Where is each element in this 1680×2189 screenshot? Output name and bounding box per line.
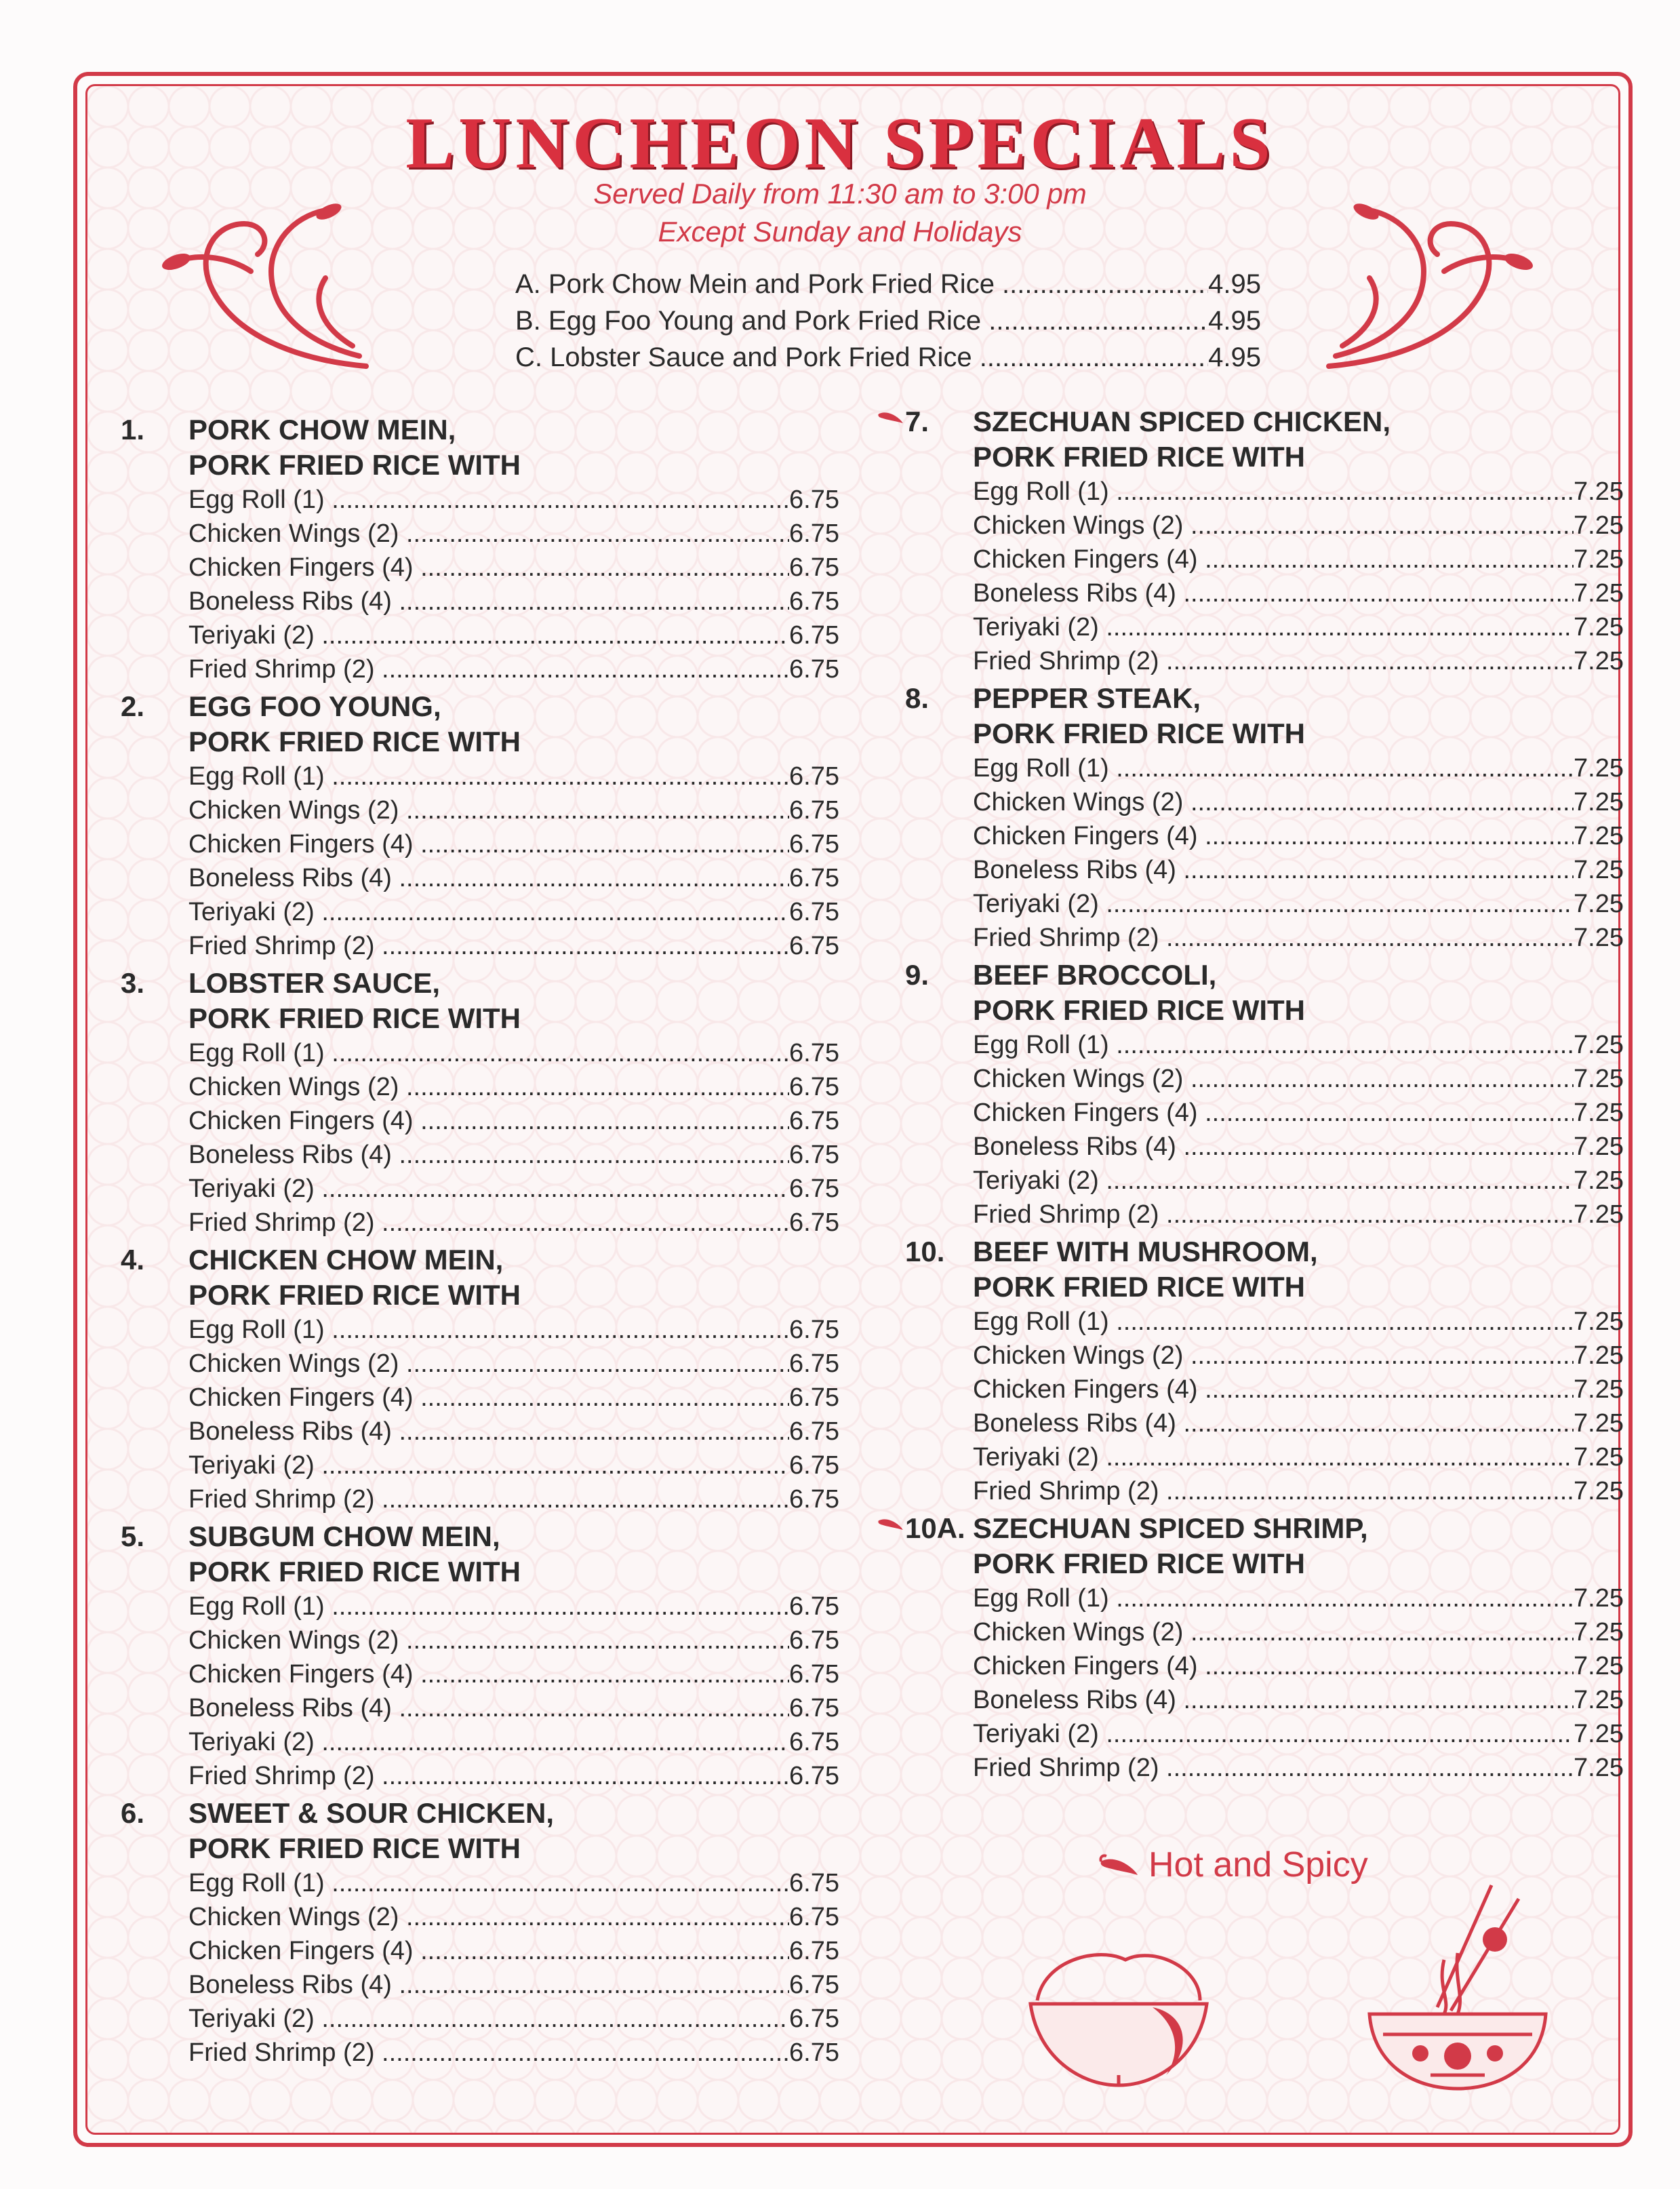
- menu-item: [188, 793, 839, 827]
- item-price: 7.25: [1574, 1584, 1624, 1613]
- item-price: 6.75: [789, 1208, 839, 1237]
- section-subheading: [121, 448, 839, 483]
- item-name: Boneless Ribs (4) .....: [188, 1968, 789, 2002]
- combo-price: 4.95: [1208, 306, 1261, 336]
- item-name: Egg Roll (1) .....: [973, 475, 1574, 509]
- item-price: 6.75: [789, 621, 839, 650]
- item-name: Teriyaki (2) .....: [973, 1717, 1574, 1751]
- item-price: 6.75: [789, 553, 839, 582]
- menu-item: [188, 1691, 839, 1725]
- menu-item: [973, 1028, 1624, 1062]
- item-price: 6.75: [789, 1485, 839, 1514]
- menu-item: [973, 1440, 1624, 1474]
- item-price: 7.25: [1574, 1686, 1624, 1714]
- menu-item: [188, 1657, 839, 1691]
- menu-item: [973, 1581, 1624, 1615]
- item-name: Chicken Fingers (4) .....: [188, 827, 789, 861]
- item-price: 7.25: [1574, 1307, 1624, 1336]
- section-title: CHICKEN CHOW MEIN,: [188, 1244, 504, 1276]
- item-list: [973, 1581, 1624, 1785]
- menu-item: [973, 819, 1624, 853]
- item-price: 6.75: [789, 1383, 839, 1412]
- item-name: Egg Roll (1) .....: [188, 1036, 789, 1070]
- item-name: Egg Roll (1) .....: [973, 1028, 1574, 1062]
- item-name: Teriyaki (2) .....: [188, 1448, 789, 1482]
- item-price: 6.75: [789, 796, 839, 825]
- item-list: [188, 483, 839, 686]
- section-subtitle: PORK FRIED RICE WITH: [188, 1832, 521, 1864]
- item-name: Chicken Wings (2) .....: [188, 1347, 789, 1381]
- item-price: 6.75: [789, 932, 839, 960]
- item-price: 7.25: [1574, 754, 1624, 783]
- item-list: [188, 1036, 839, 1240]
- menu-section: [905, 681, 1624, 955]
- menu-item: [188, 1172, 839, 1206]
- item-name: Chicken Fingers (4) .....: [973, 543, 1574, 576]
- section-subheading: [905, 993, 1624, 1028]
- menu-item: [973, 921, 1624, 955]
- menu-item: [188, 1381, 839, 1415]
- item-name: Teriyaki (2) .....: [188, 618, 789, 652]
- item-name: Teriyaki (2) .....: [973, 887, 1574, 921]
- section-subtitle: PORK FRIED RICE WITH: [973, 441, 1305, 473]
- item-name: Chicken Wings (2) .....: [188, 517, 789, 551]
- chili-pepper-icon: [1098, 1853, 1139, 1876]
- item-price: 7.25: [1574, 890, 1624, 918]
- section-subheading: [905, 439, 1624, 475]
- item-name: Teriyaki (2) .....: [188, 2002, 789, 2036]
- item-name: Egg Roll (1) .....: [188, 1313, 789, 1347]
- item-price: 6.75: [789, 1694, 839, 1722]
- menu-item: [973, 1339, 1624, 1373]
- item-price: 7.25: [1574, 1375, 1624, 1404]
- item-name: Boneless Ribs (4) .....: [188, 861, 789, 895]
- menu-item: [973, 610, 1624, 644]
- section-number: 5.: [121, 1520, 145, 1552]
- section-title: PEPPER STEAK,: [973, 682, 1201, 714]
- section-number: 10A.: [905, 1511, 973, 1546]
- noodle-bowl-icon: [1356, 1878, 1559, 2095]
- section-heading: [121, 1519, 839, 1554]
- item-price: 6.75: [789, 1903, 839, 1931]
- item-name: Boneless Ribs (4) .....: [973, 853, 1574, 887]
- item-price: 7.25: [1574, 647, 1624, 675]
- menu-item: [188, 929, 839, 963]
- item-name: Chicken Fingers (4) .....: [188, 551, 789, 585]
- item-name: Egg Roll (1) .....: [188, 760, 789, 793]
- combo-label: B. Egg Foo Young and Pork Fried Rice .....: [515, 302, 1208, 339]
- item-name: Fried Shrimp (2) .....: [188, 1482, 789, 1516]
- item-name: Chicken Wings (2) .....: [973, 1062, 1574, 1096]
- item-price: 7.25: [1574, 1166, 1624, 1195]
- section-heading: [905, 404, 1624, 439]
- item-price: 7.25: [1574, 1720, 1624, 1748]
- section-title: EGG FOO YOUNG,: [188, 690, 441, 722]
- menu-item: [973, 1751, 1624, 1785]
- item-name: Fried Shrimp (2) .....: [188, 929, 789, 963]
- menu-item: [188, 1104, 839, 1138]
- item-name: Egg Roll (1) .....: [188, 1866, 789, 1900]
- menu-item: [188, 1590, 839, 1623]
- menu-item: [973, 1683, 1624, 1717]
- menu-item: [188, 1138, 839, 1172]
- menu-item: [973, 1305, 1624, 1339]
- page-title: LUNCHEON SPECIALS: [405, 103, 1275, 184]
- section-subheading: [121, 1831, 839, 1866]
- section-subheading: [905, 1269, 1624, 1305]
- item-name: Boneless Ribs (4) .....: [188, 585, 789, 618]
- item-name: Boneless Ribs (4) .....: [973, 1406, 1574, 1440]
- item-price: 7.25: [1574, 1409, 1624, 1438]
- chili-pepper-icon: [877, 408, 904, 425]
- item-name: Fried Shrimp (2) .....: [188, 1206, 789, 1240]
- item-name: Chicken Wings (2) .....: [188, 793, 789, 827]
- section-heading: [121, 412, 839, 448]
- item-name: Teriyaki (2) .....: [973, 1440, 1574, 1474]
- menu-item: [188, 1036, 839, 1070]
- menu-item: [973, 1649, 1624, 1683]
- menu-section: [905, 1234, 1624, 1508]
- spicy-legend: [1098, 1845, 1368, 1885]
- section-number: 8.: [905, 682, 929, 714]
- section-subtitle: PORK FRIED RICE WITH: [188, 1556, 521, 1587]
- menu-section: [121, 412, 839, 686]
- item-price: 6.75: [789, 762, 839, 791]
- item-name: Egg Roll (1) .....: [188, 483, 789, 517]
- combo-row: [515, 339, 1261, 376]
- item-name: Chicken Wings (2) .....: [188, 1623, 789, 1657]
- item-price: 7.25: [1574, 613, 1624, 642]
- item-name: Teriyaki (2) .....: [973, 1164, 1574, 1198]
- item-price: 6.75: [789, 1660, 839, 1689]
- combo-price: 4.95: [1208, 342, 1261, 372]
- item-name: Chicken Fingers (4) .....: [973, 819, 1574, 853]
- menu-item: [188, 1759, 839, 1793]
- section-subtitle: PORK FRIED RICE WITH: [973, 1271, 1305, 1303]
- menu-item: [973, 1406, 1624, 1440]
- item-price: 6.75: [789, 655, 839, 684]
- right-flourish-icon: [1322, 197, 1539, 373]
- menu-item: [973, 1096, 1624, 1130]
- item-price: 7.25: [1574, 1200, 1624, 1229]
- item-price: 6.75: [789, 1971, 839, 1999]
- item-price: 6.75: [789, 830, 839, 859]
- section-number: 1.: [121, 414, 145, 446]
- section-subtitle: PORK FRIED RICE WITH: [188, 449, 521, 481]
- menu-item: [188, 1313, 839, 1347]
- item-price: 7.25: [1574, 545, 1624, 574]
- item-price: 6.75: [789, 1417, 839, 1446]
- section-heading: [905, 958, 1624, 993]
- menu-section: [905, 1511, 1624, 1785]
- combo-specials-list: [515, 266, 1261, 376]
- item-name: Chicken Fingers (4) .....: [188, 1381, 789, 1415]
- item-name: Chicken Fingers (4) .....: [188, 1934, 789, 1968]
- menu-item: [973, 543, 1624, 576]
- item-price: 7.25: [1574, 579, 1624, 608]
- item-price: 6.75: [789, 1762, 839, 1790]
- menu-column-right: [905, 404, 1624, 1788]
- item-price: 7.25: [1574, 477, 1624, 506]
- item-price: 6.75: [789, 1141, 839, 1169]
- item-list: [188, 1313, 839, 1516]
- menu-item: [188, 585, 839, 618]
- menu-item: [973, 785, 1624, 819]
- item-price: 6.75: [789, 519, 839, 548]
- item-price: 7.25: [1574, 1099, 1624, 1127]
- hours-line: Served Daily from 11:30 am to 3:00 pm: [593, 178, 1087, 210]
- section-number: 6.: [121, 1797, 145, 1829]
- menu-section: [121, 1242, 839, 1516]
- menu-section: [121, 1519, 839, 1793]
- section-title: SWEET & SOUR CHICKEN,: [188, 1797, 555, 1829]
- item-list: [973, 751, 1624, 955]
- item-list: [188, 1866, 839, 2070]
- section-number: 7.: [905, 404, 973, 439]
- menu-item: [188, 827, 839, 861]
- item-name: Fried Shrimp (2) .....: [973, 644, 1574, 678]
- menu-item: [973, 1474, 1624, 1508]
- item-name: Chicken Wings (2) .....: [973, 785, 1574, 819]
- menu-item: [188, 483, 839, 517]
- menu-section: [905, 958, 1624, 1231]
- section-title: SZECHUAN SPICED SHRIMP,: [973, 1512, 1368, 1544]
- item-price: 7.25: [1574, 788, 1624, 816]
- item-price: 7.25: [1574, 1132, 1624, 1161]
- item-price: 6.75: [789, 1175, 839, 1203]
- legend-label: Hot and Spicy: [1148, 1845, 1368, 1885]
- menu-item: [188, 1623, 839, 1657]
- item-name: Fried Shrimp (2) .....: [973, 1198, 1574, 1231]
- menu-item: [188, 517, 839, 551]
- item-price: 7.25: [1574, 1341, 1624, 1370]
- item-list: [188, 1590, 839, 1793]
- item-name: Fried Shrimp (2) .....: [188, 652, 789, 686]
- section-heading: [905, 1234, 1624, 1269]
- item-name: Chicken Wings (2) .....: [188, 1070, 789, 1104]
- item-name: Boneless Ribs (4) .....: [973, 576, 1574, 610]
- menu-item: [973, 751, 1624, 785]
- menu-item: [973, 1373, 1624, 1406]
- menu-item: [188, 1415, 839, 1448]
- menu-item: [973, 1062, 1624, 1096]
- section-number: 9.: [905, 959, 929, 991]
- item-name: Teriyaki (2) .....: [973, 610, 1574, 644]
- menu-item: [188, 652, 839, 686]
- menu-item: [973, 1164, 1624, 1198]
- menu-section: [121, 966, 839, 1240]
- menu-item: [188, 2002, 839, 2036]
- menu-item: [973, 1717, 1624, 1751]
- menu-column-left: [121, 412, 839, 2072]
- menu-section: [905, 404, 1624, 678]
- days-line: Except Sunday and Holidays: [658, 216, 1022, 248]
- item-name: Fried Shrimp (2) .....: [188, 1759, 789, 1793]
- item-list: [188, 760, 839, 963]
- menu-item: [188, 1934, 839, 1968]
- section-heading: [121, 689, 839, 724]
- item-price: 6.75: [789, 864, 839, 892]
- section-subtitle: PORK FRIED RICE WITH: [973, 994, 1305, 1026]
- item-price: 7.25: [1574, 1754, 1624, 1782]
- menu-item: [188, 1968, 839, 2002]
- item-name: Chicken Wings (2) .....: [188, 1900, 789, 1934]
- item-price: 7.25: [1574, 822, 1624, 850]
- menu-item: [188, 1347, 839, 1381]
- item-name: Fried Shrimp (2) .....: [973, 921, 1574, 955]
- section-heading: [905, 1511, 1624, 1546]
- menu-item: [973, 853, 1624, 887]
- combo-row: [515, 266, 1261, 302]
- item-price: 6.75: [789, 486, 839, 514]
- section-subheading: [121, 1001, 839, 1036]
- section-title: BEEF BROCCOLI,: [973, 959, 1217, 991]
- item-name: Teriyaki (2) .....: [188, 1725, 789, 1759]
- item-name: Fried Shrimp (2) .....: [973, 1751, 1574, 1785]
- section-heading: [121, 966, 839, 1001]
- item-name: Chicken Fingers (4) .....: [188, 1104, 789, 1138]
- item-price: 6.75: [789, 1728, 839, 1756]
- item-name: Boneless Ribs (4) .....: [973, 1683, 1574, 1717]
- item-name: Teriyaki (2) .....: [188, 1172, 789, 1206]
- item-name: Boneless Ribs (4) .....: [188, 1415, 789, 1448]
- menu-item: [188, 1206, 839, 1240]
- item-name: Teriyaki (2) .....: [188, 895, 789, 929]
- item-price: 7.25: [1574, 511, 1624, 540]
- item-list: [973, 1305, 1624, 1508]
- section-heading: [121, 1796, 839, 1831]
- section-heading: [121, 1242, 839, 1278]
- menu-item: [973, 475, 1624, 509]
- item-price: 6.75: [789, 1073, 839, 1101]
- item-name: Boneless Ribs (4) .....: [188, 1691, 789, 1725]
- section-title: SUBGUM CHOW MEIN,: [188, 1520, 500, 1552]
- menu-item: [188, 1866, 839, 1900]
- menu-item: [188, 618, 839, 652]
- section-subheading: [905, 1546, 1624, 1581]
- menu-item: [973, 887, 1624, 921]
- item-name: Chicken Fingers (4) .....: [973, 1373, 1574, 1406]
- chili-pepper-icon: [877, 1515, 904, 1531]
- section-subtitle: PORK FRIED RICE WITH: [973, 1547, 1305, 1579]
- menu-item: [188, 1482, 839, 1516]
- item-price: 6.75: [789, 1039, 839, 1067]
- item-price: 6.75: [789, 1937, 839, 1965]
- menu-item: [188, 760, 839, 793]
- item-name: Egg Roll (1) .....: [973, 1581, 1574, 1615]
- menu-item: [188, 551, 839, 585]
- menu-item: [973, 509, 1624, 543]
- menu-item: [973, 1615, 1624, 1649]
- section-subtitle: PORK FRIED RICE WITH: [188, 726, 521, 757]
- item-price: 6.75: [789, 2038, 839, 2067]
- item-price: 6.75: [789, 1451, 839, 1480]
- item-price: 6.75: [789, 587, 839, 616]
- item-price: 7.25: [1574, 1618, 1624, 1646]
- section-subheading: [121, 1554, 839, 1590]
- item-price: 6.75: [789, 2005, 839, 2033]
- item-price: 7.25: [1574, 924, 1624, 952]
- item-price: 6.75: [789, 1592, 839, 1621]
- item-price: 7.25: [1574, 1477, 1624, 1505]
- left-flourish-icon: [156, 197, 373, 373]
- menu-section: [121, 689, 839, 963]
- section-subheading: [905, 716, 1624, 751]
- menu-item: [188, 1070, 839, 1104]
- section-subtitle: PORK FRIED RICE WITH: [973, 717, 1305, 749]
- item-name: Chicken Wings (2) .....: [973, 509, 1574, 543]
- menu-item: [188, 895, 839, 929]
- item-name: Chicken Fingers (4) .....: [973, 1096, 1574, 1130]
- menu-item: [973, 644, 1624, 678]
- item-price: 6.75: [789, 1316, 839, 1344]
- menu-item: [188, 1725, 839, 1759]
- item-name: Chicken Fingers (4) .....: [188, 1657, 789, 1691]
- section-number: 4.: [121, 1244, 145, 1276]
- menu-item: [188, 861, 839, 895]
- item-price: 7.25: [1574, 856, 1624, 884]
- section-subtitle: PORK FRIED RICE WITH: [188, 1002, 521, 1034]
- item-price: 6.75: [789, 1107, 839, 1135]
- section-number: 2.: [121, 690, 145, 722]
- item-price: 6.75: [789, 898, 839, 926]
- item-name: Egg Roll (1) .....: [973, 1305, 1574, 1339]
- item-name: Egg Roll (1) .....: [188, 1590, 789, 1623]
- item-name: Fried Shrimp (2) .....: [973, 1474, 1574, 1508]
- combo-label: A. Pork Chow Mein and Pork Fried Rice .....: [515, 266, 1208, 302]
- menu-item: [973, 576, 1624, 610]
- menu-item: [973, 1198, 1624, 1231]
- menu-item: [973, 1130, 1624, 1164]
- item-name: Boneless Ribs (4) .....: [188, 1138, 789, 1172]
- combo-price: 4.95: [1208, 269, 1261, 299]
- combo-row: [515, 302, 1261, 339]
- item-price: 7.25: [1574, 1065, 1624, 1093]
- section-title: SZECHUAN SPICED CHICKEN,: [973, 406, 1391, 437]
- item-price: 7.25: [1574, 1031, 1624, 1059]
- section-number: 3.: [121, 967, 145, 999]
- section-heading: [905, 681, 1624, 716]
- item-name: Chicken Wings (2) .....: [973, 1615, 1574, 1649]
- item-list: [973, 475, 1624, 678]
- item-list: [973, 1028, 1624, 1231]
- section-title: BEEF WITH MUSHROOM,: [973, 1236, 1318, 1267]
- menu-item: [188, 1448, 839, 1482]
- item-name: Egg Roll (1) .....: [973, 751, 1574, 785]
- section-title: LOBSTER SAUCE,: [188, 967, 441, 999]
- item-name: Fried Shrimp (2) .....: [188, 2036, 789, 2070]
- item-price: 7.25: [1574, 1443, 1624, 1472]
- menu-item: [188, 1900, 839, 1934]
- item-name: Boneless Ribs (4) .....: [973, 1130, 1574, 1164]
- section-subtitle: PORK FRIED RICE WITH: [188, 1279, 521, 1311]
- rice-bowl-icon: [1017, 1939, 1220, 2095]
- menu-item: [188, 2036, 839, 2070]
- item-name: Chicken Fingers (4) .....: [973, 1649, 1574, 1683]
- section-number: 10.: [905, 1236, 945, 1267]
- item-price: 6.75: [789, 1349, 839, 1378]
- item-name: Chicken Wings (2) .....: [973, 1339, 1574, 1373]
- section-subheading: [121, 1278, 839, 1313]
- item-price: 7.25: [1574, 1652, 1624, 1680]
- menu-section: [121, 1796, 839, 2070]
- combo-label: C. Lobster Sauce and Pork Fried Rice .....: [515, 339, 1208, 376]
- item-price: 6.75: [789, 1626, 839, 1655]
- item-price: 6.75: [789, 1869, 839, 1897]
- section-subheading: [121, 724, 839, 760]
- section-title: PORK CHOW MEIN,: [188, 414, 456, 446]
